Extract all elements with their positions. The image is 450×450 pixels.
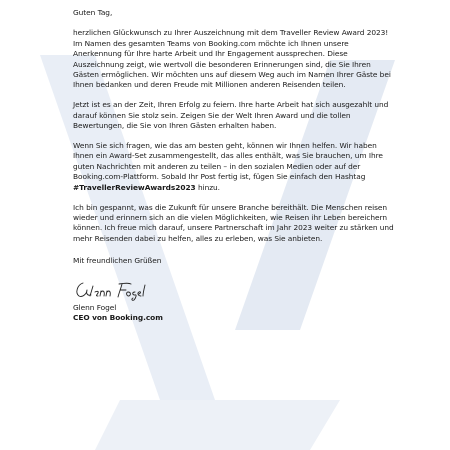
signer-title: CEO von Booking.com	[73, 313, 163, 323]
letter-paragraph-1: herzlichen Glückwunsch zu Ihrer Auszeichnung mit dem Traveller Review Award 2023! Im Namen des gesamten Teams von Booking.com möchte ich Ihnen unsere Anerkennung für Ihre harte Arbeit und Ihr Engagement aussprechen. Diese Auszeichnung zeigt, wie wertvoll die besonderen Erinnerungen sind, die Sie Ihren Gästen ermöglichen. Wir möchten uns auf diesem Weg auch im Namen Ihrer Gäste bei Ihnen bedanken und deren Freude mit Millionen anderen Reisenden teilen.	[73, 28, 391, 90]
paragraph-3-end: hinzu.	[195, 182, 220, 192]
letter-paragraph-3	[73, 141, 395, 193]
letter-paragraph-2: Jetzt ist es an der Zeit, Ihren Erfolg zu feiern. Ihre harte Arbeit hat sich ausgezahlt und darauf können Sie stolz sein. Zeigen Sie der Welt Ihren Award und die tollen Bewertungen, die Sie von Ihren Gästen erhalten haben.	[73, 100, 389, 131]
watermark-shape-base	[95, 400, 340, 450]
letter-closing: Mit freundlichen Grüßen	[73, 256, 162, 266]
handwritten-signature	[73, 279, 153, 301]
signer-name: Glenn Fogel	[73, 302, 117, 312]
award-hashtag: #TravellerReviewAwards2023	[73, 182, 196, 192]
letter-paragraph-4: Ich bin gespannt, was die Zukunft für unsere Branche bereithält. Die Menschen reisen wieder und erinnern sich an die vielen Möglichkeiten, wie Reisen ihr Leben bereichern können. Ich freue mich darauf, unsere Partnerschaft im Jahr 2023 weiter zu stärken und mehr Reisenden dabei zu helfen, alles zu erleben, was Sie anbieten.	[73, 202, 394, 243]
paragraph-3-text: Wenn Sie sich fragen, wie das am besten geht, können wir Ihnen helfen. Wir haben Ihnen ein Award-Set zusammengestellt, das alles enthält, was Sie brauchen, um Ihre guten Nachrichten mit anderen zu teilen – in den sozialen Medien oder auf der Booking.com-Plattform. Sobald Ihr Post fertig ist, fügen Sie einfach den Hashtag	[73, 141, 383, 182]
letter-greeting: Guten Tag,	[73, 8, 113, 17]
letter-body	[73, 8, 395, 323]
